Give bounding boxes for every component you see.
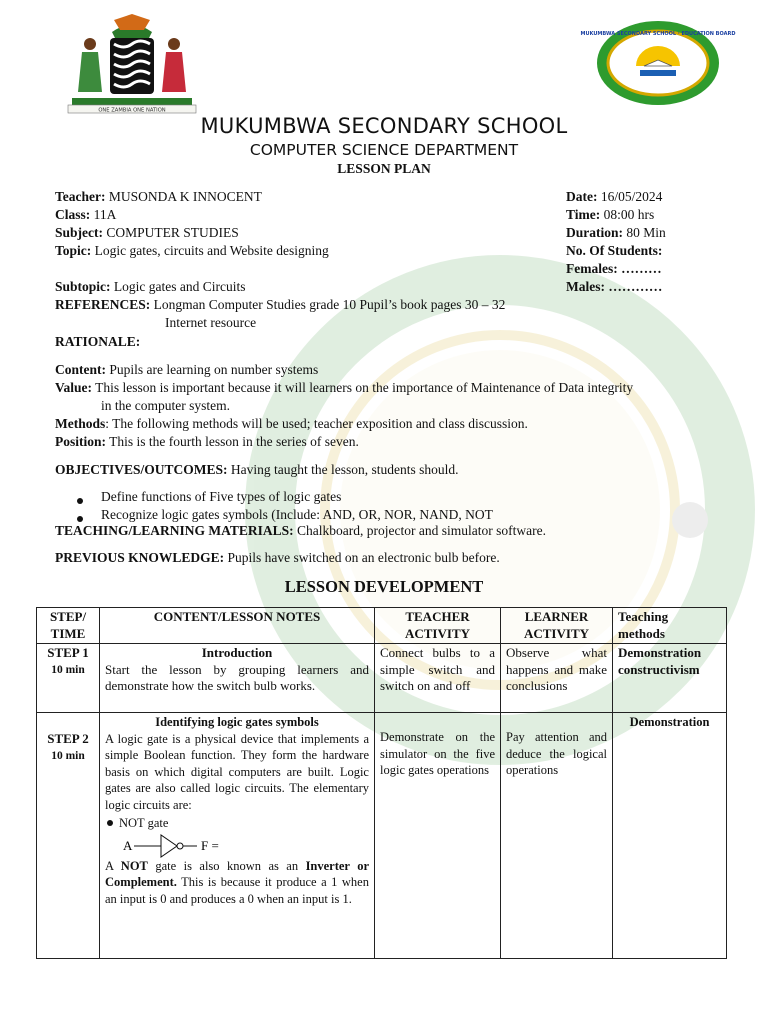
bullet-icon — [77, 492, 85, 500]
step-cell: STEP 1 10 min — [37, 644, 100, 713]
materials-line: TEACHING/LEARNING MATERIALS: Chalkboard, projector and simulator software. — [55, 523, 546, 538]
females-line: Females: ……… — [566, 261, 662, 276]
table-row — [37, 644, 727, 713]
teacher-activity-cell: Connect bulbs to a simple switch and switch on and off — [375, 644, 501, 713]
header-step-time: STEP/ TIME — [37, 608, 100, 644]
header-content: CONTENT/LESSON NOTES — [100, 608, 375, 644]
svg-text:ONE ZAMBIA ONE NATION: ONE ZAMBIA ONE NATION — [98, 107, 166, 114]
previous-knowledge-line: PREVIOUS KNOWLEDGE: Pupils have switched on an electronic bulb before. — [55, 550, 500, 565]
not-gate-bullet: NOT gate — [105, 815, 369, 832]
references-line-2: Internet resource — [165, 315, 257, 330]
methods-cell: Demonstration constructivism — [613, 644, 727, 713]
duration-line: Duration: 80 Min — [566, 225, 666, 240]
table-row — [37, 713, 727, 959]
learner-activity-cell: Pay attention and deduce the logical operations — [501, 713, 613, 959]
document-title: LESSON PLAN — [337, 161, 431, 176]
lesson-development-table — [36, 607, 727, 959]
objectives-line: OBJECTIVES/OUTCOMES: Having taught the lesson, students should. — [55, 462, 459, 477]
position-line: Position: This is the fourth lesson in the series of seven. — [55, 434, 359, 449]
header-teaching-methods: Teaching methods — [613, 608, 727, 644]
school-badge-logo — [580, 20, 736, 106]
header-teacher-activity: TEACHER ACTIVITY — [375, 608, 501, 644]
not-gate-note: A NOT gate is also known as an Inverter or Complement. This is because it produce a 1 when an input is 0 and produces a 0 when an input is 1. — [105, 858, 370, 906]
objective-item: Define functions of Five types of logic gates — [101, 489, 342, 504]
teacher-activity-cell: Demonstrate on the simulator on the five logic gates operations — [375, 713, 501, 959]
class-line: Class: 11A — [55, 207, 117, 222]
time-line: Time: 08:00 hrs — [566, 207, 655, 222]
svg-text:MUKUMBWA SECONDARY SCHOOL · ED: MUKUMBWA SECONDARY SCHOOL · EDUCATION BOARD — [580, 31, 736, 37]
topic-line: Topic: Logic gates, circuits and Website designing — [55, 243, 329, 258]
date-line: Date: 16/05/2024 — [566, 189, 663, 204]
methods-line: Methods: The following methods will be used; teacher exposition and class discussion. — [55, 416, 528, 431]
coat-of-arms-emblem — [62, 14, 202, 114]
lesson-development-title: LESSON DEVELOPMENT — [284, 577, 484, 596]
references-line: REFERENCES: Longman Computer Studies grade 10 Pupil’s book pages 30 – 32 — [55, 297, 506, 312]
subject-line: Subject: COMPUTER STUDIES — [55, 225, 239, 240]
school-name: MUKUMBWA SECONDARY SCHOOL — [200, 114, 568, 138]
students-line: No. Of Students: — [566, 243, 663, 258]
svg-text:A: A — [123, 837, 133, 853]
content-line: Content: Pupils are learning on number systems — [55, 362, 319, 377]
rationale-heading: RATIONALE: — [55, 334, 141, 349]
learner-activity-cell: Observe what happens and make conclusions — [501, 644, 613, 713]
not-gate-diagram — [117, 832, 369, 858]
subtopic-line: Subtopic: Logic gates and Circuits — [55, 279, 246, 294]
svg-text:F =: F = — [201, 837, 219, 853]
content-cell: Introduction Start the lesson by grouping learners and demonstrate how the switch bulb works. — [100, 644, 375, 713]
males-line: Males: ………… — [566, 279, 663, 294]
objective-item: Recognize logic gates symbols (Include: AND, OR, NOR, NAND, NOT — [101, 507, 493, 522]
bullet-icon — [77, 510, 85, 518]
value-line: Value: This lesson is important because it will learners on the importance of Maintenance of Data integrity — [55, 380, 634, 395]
teacher-line: Teacher: MUSONDA K INNOCENT — [55, 189, 262, 204]
department-name: COMPUTER SCIENCE DEPARTMENT — [249, 141, 519, 159]
content-cell: Identifying logic gates symbols A logic gate is a physical device that implements a simple Boolean function. They form the hardware basis on which digital computers are built. Logic gates are also called logic circuits. The elementary logic circuits are: NOT gate A F = A NOT gate is also known as an Inverter or Complement. This is because it produce a 1 when an input is 0 and produces a 0 when an input is 1. — [100, 713, 375, 959]
header-learner-activity: LEARNER ACTIVITY — [501, 608, 613, 644]
table-header-row — [37, 608, 727, 644]
not-gate-symbol-icon — [117, 832, 247, 858]
step-cell: STEP 2 10 min — [37, 713, 100, 959]
methods-cell: Demonstration — [613, 713, 727, 959]
value-line-2: in the computer system. — [101, 398, 230, 413]
